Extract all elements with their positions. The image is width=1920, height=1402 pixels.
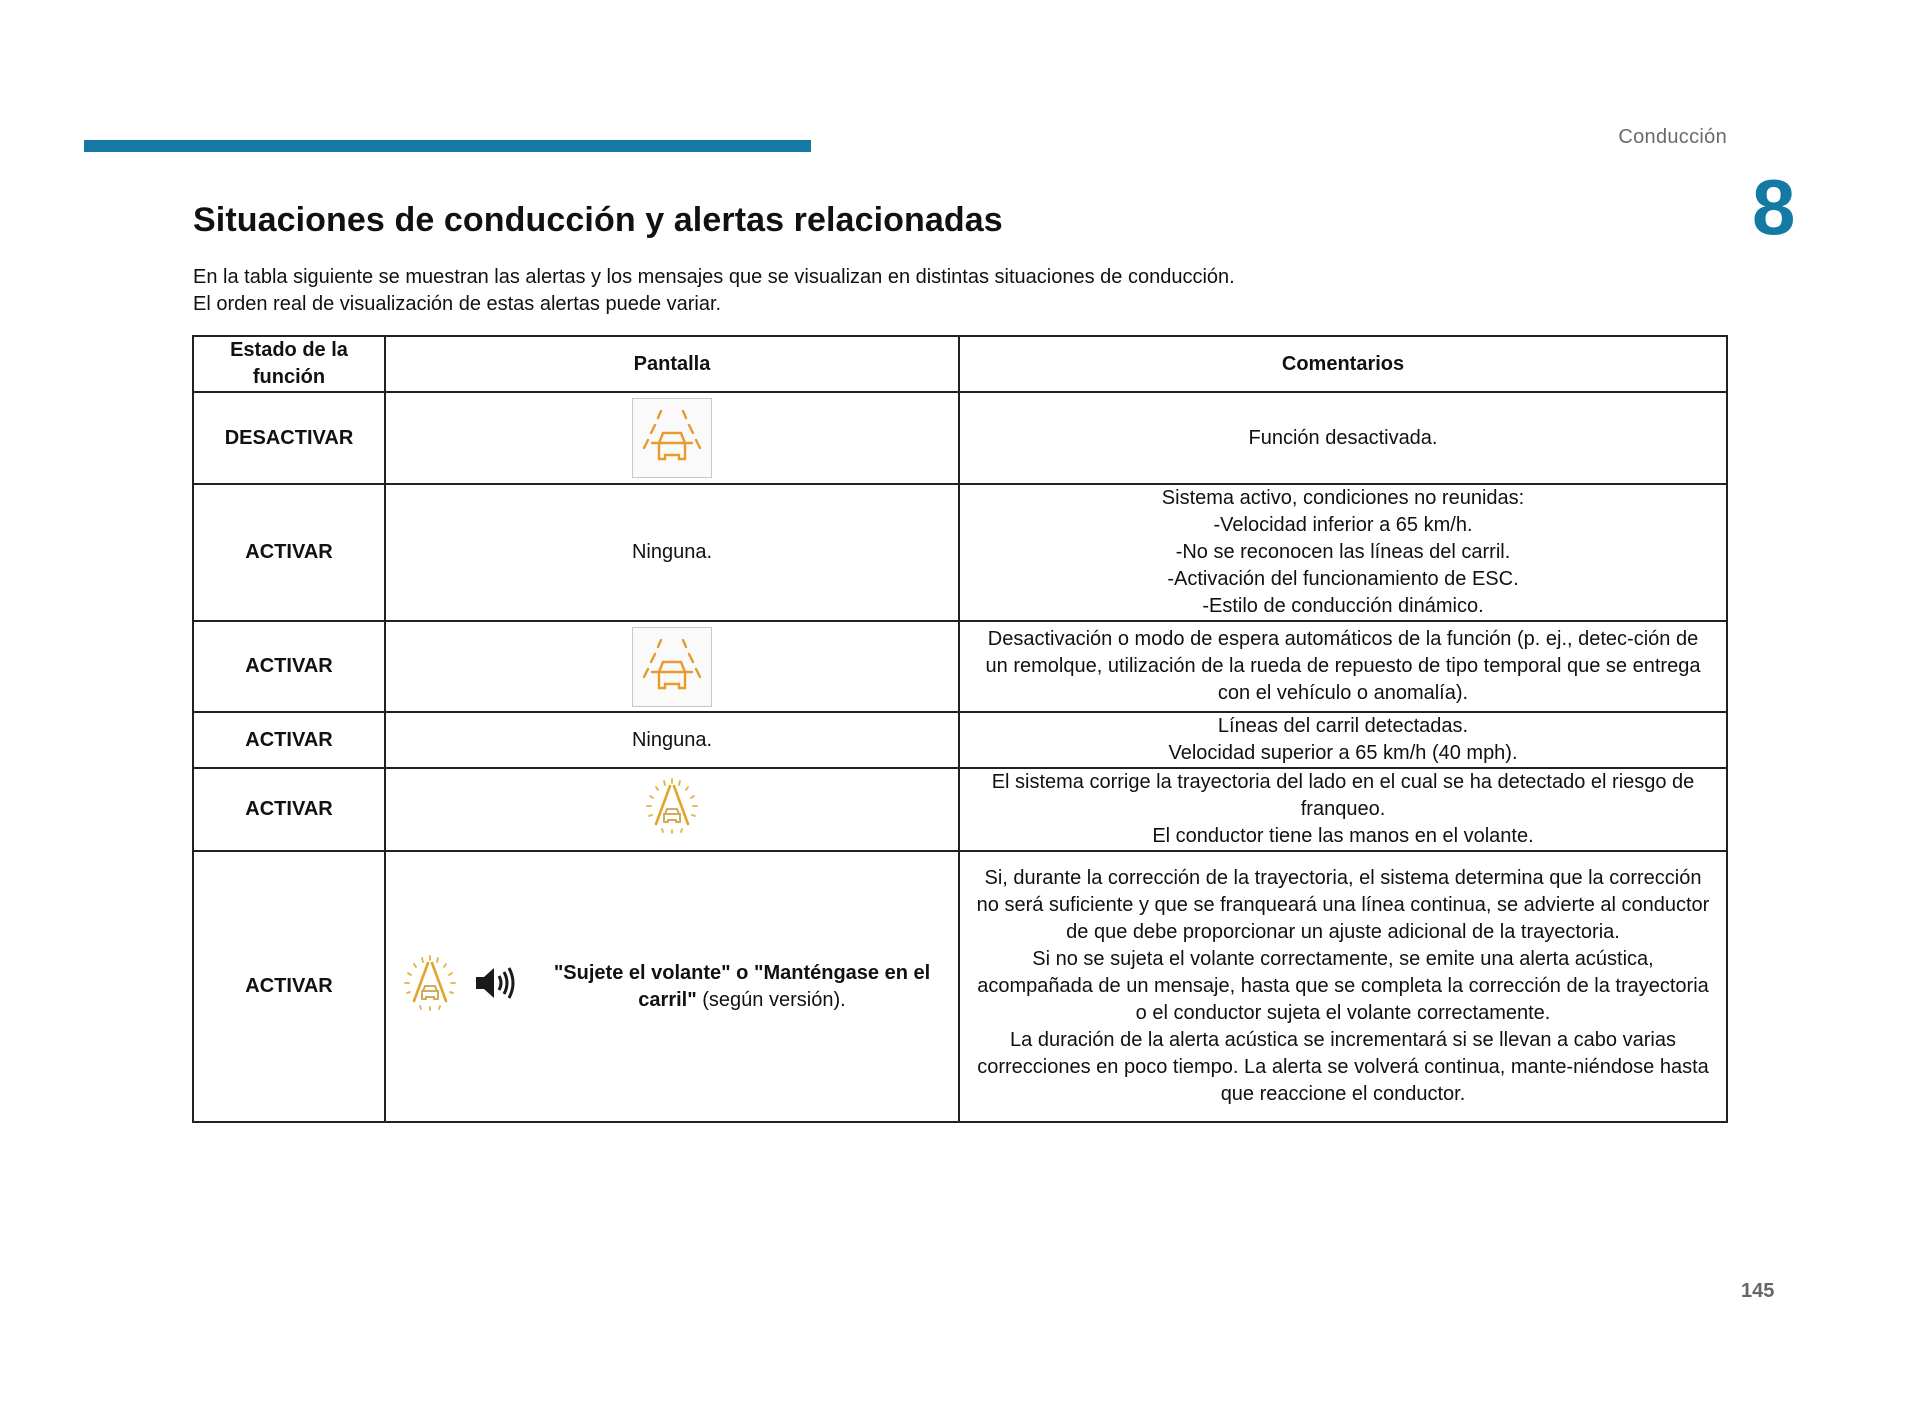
state-cell: ACTIVAR bbox=[193, 712, 385, 768]
table-row bbox=[193, 851, 1727, 1122]
comment-line: -Activación del funcionamiento de ESC. bbox=[1167, 568, 1519, 590]
screen-cell bbox=[385, 621, 959, 712]
header-screen: Pantalla bbox=[385, 336, 959, 392]
header-state: Estado de la función bbox=[193, 336, 385, 392]
comment-line: El conductor tiene las manos en el volante. bbox=[1152, 825, 1534, 847]
header-accent-bar bbox=[84, 140, 811, 152]
table-row bbox=[193, 768, 1727, 851]
comment-line: Si no se sujeta el volante correctamente, se emite una alerta acústica, acompañada de un mensaje, hasta que se completa la corrección de la trayectoria o el conductor sujeta el volante correctamente. bbox=[977, 948, 1709, 1024]
state-cell: ACTIVAR bbox=[193, 484, 385, 621]
alerts-table bbox=[192, 335, 1728, 1123]
intro-text bbox=[193, 264, 1235, 318]
lane-keep-active-icon bbox=[642, 776, 702, 844]
header-comments: Comentarios bbox=[959, 336, 1727, 392]
comment-line: Función desactivada. bbox=[1248, 426, 1438, 449]
comment-line: Sistema activo, condiciones no reunidas: bbox=[1161, 487, 1525, 509]
screen-cell: Ninguna. bbox=[385, 484, 959, 621]
page-number: 145 bbox=[1741, 1280, 1775, 1302]
comment-cell bbox=[959, 712, 1727, 768]
comment-cell bbox=[959, 392, 1727, 484]
comment-cell bbox=[959, 851, 1727, 1122]
warning-message bbox=[520, 960, 944, 1014]
chapter-number: 8 bbox=[1752, 163, 1796, 251]
table-header-row bbox=[193, 336, 1727, 392]
lane-keep-icon bbox=[632, 627, 712, 707]
intro-line: En la tabla siguiente se muestran las alertas y los mensajes que se visualizan en distintas situaciones de conducción. bbox=[193, 266, 1235, 288]
comment-line: -Estilo de conducción dinámico. bbox=[1202, 595, 1484, 617]
comment-line: Si, durante la corrección de la trayectoria, el sistema determina que la corrección no será suficiente y que se franqueará una línea continua, se advierte al conductor de que debe proporcionar un ajuste adicional de la trayectoria. bbox=[976, 867, 1710, 943]
comment-line: -No se reconocen las líneas del carril. bbox=[1175, 541, 1511, 563]
intro-line: El orden real de visualización de estas alertas puede variar. bbox=[193, 293, 722, 315]
speaker-icon bbox=[474, 963, 520, 1011]
comment-line: La duración de la alerta acústica se incrementará si se llevan a cabo varias correcciones en poco tiempo. La alerta se volverá continua, mante-niéndose hasta que reaccione el conductor. bbox=[977, 1029, 1709, 1105]
table-row bbox=[193, 484, 1727, 621]
comment-cell bbox=[959, 768, 1727, 851]
comment-cell bbox=[959, 621, 1727, 712]
section-label: Conducción bbox=[1618, 126, 1727, 148]
comment-line: -Velocidad inferior a 65 km/h. bbox=[1213, 514, 1473, 536]
comment-cell bbox=[959, 484, 1727, 621]
state-cell: ACTIVAR bbox=[193, 621, 385, 712]
screen-cell bbox=[385, 851, 959, 1122]
warning-message-bold: "Sujete el volante" o "Manténgase en el carril" bbox=[553, 961, 931, 1011]
lane-keep-icon bbox=[632, 398, 712, 478]
table-row bbox=[193, 621, 1727, 712]
table-row bbox=[193, 392, 1727, 484]
lane-keep-active-icon bbox=[400, 953, 460, 1021]
state-cell: ACTIVAR bbox=[193, 851, 385, 1122]
comment-line: El sistema corrige la trayectoria del lado en el cual se ha detectado el riesgo de franqueo. bbox=[991, 771, 1695, 820]
table-row bbox=[193, 712, 1727, 768]
screen-cell bbox=[385, 392, 959, 484]
screen-cell bbox=[385, 768, 959, 851]
state-cell: DESACTIVAR bbox=[193, 392, 385, 484]
comment-line: Velocidad superior a 65 km/h (40 mph). bbox=[1168, 742, 1518, 764]
state-cell: ACTIVAR bbox=[193, 768, 385, 851]
comment-line: Líneas del carril detectadas. bbox=[1217, 715, 1469, 737]
screen-cell: Ninguna. bbox=[385, 712, 959, 768]
page-title: Situaciones de conducción y alertas relacionadas bbox=[193, 201, 1003, 239]
comment-line: Desactivación o modo de espera automáticos de la función (p. ej., detec-ción de un remolque, utilización de la rueda de repuesto de tipo temporal que se entrega con el vehículo o anomalía). bbox=[985, 628, 1701, 704]
warning-message-note: (según versión). bbox=[696, 988, 846, 1011]
